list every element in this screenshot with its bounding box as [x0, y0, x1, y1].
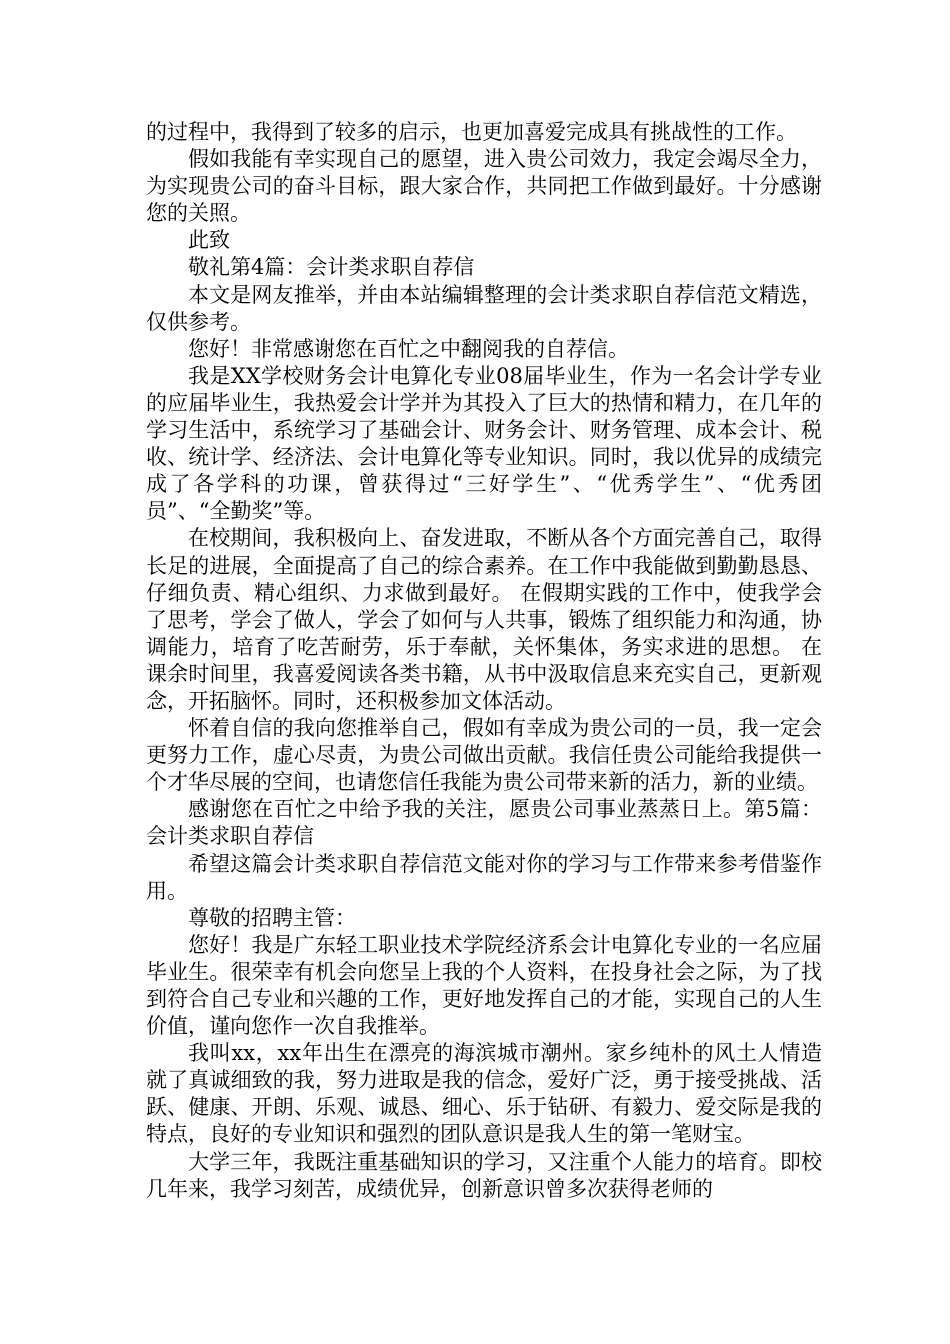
paragraph: 希望这篇会计类求职自荐信范文能对你的学习与工作带来参考借鉴作用。 — [146, 851, 822, 903]
greeting: 尊敬的招聘主管： — [188, 905, 356, 930]
paragraph: 本文是网友推举，并由本站编辑整理的会计类求职自荐信范文精选，仅供参考。 — [146, 282, 822, 334]
paragraph: 您好！我是广东轻工职业技术学院经济系会计电算化专业的一名应届毕业生。很荣幸有机会向您呈上我的个人资料，在投身社会之际，为了找到符合自己专业和兴趣的工作，更好地发挥自己的才能，实现自己的人生价值，谨向您作一次自我推举。 — [146, 932, 822, 1039]
paragraph: 大学三年，我既注重基础知识的学习，又注重个人能力的培育。即校几年来，我学习刻苦，成绩优异，创新意识曾多次获得老师的 — [146, 1149, 822, 1201]
closing-salutation: 此致 — [188, 228, 230, 253]
paragraph: 我是XX学校财务会计电算化专业08届毕业生，作为一名会计学专业的应届毕业生，我热爱会计学并为其投入了巨大的热情和精力，在几年的学习生活中，系统学习了基础会计、财务会计、财务管理、成本会计、税收、统计学、经济法、会计电算化等专业知识。同时，我以优异的成绩完成了各学科的功课，曾获得过“三好学生”、“优秀学生”、“优秀团员”、“全勤奖”等。 — [146, 363, 822, 524]
paragraph: 在校期间，我积极向上、奋发进取，不断从各个方面完善自己，取得长足的进展，全面提高了自己的综合素养。在工作中我能做到勤勤恳恳、仔细负责、精心组织、力求做到最好。 在假期实践的工作中，使我学会了思考，学会了做人，学会了如何与人共事，锻炼了组织能力和沟通，协调能力，培育了吃苦耐劳，乐于奉献，关怀集体，务实求进的思想。 在课余时间里，我喜爱阅读各类书籍，从书中汲取信息来充实自己，更新观念，开拓脑怀。同时，还积极参加文体活动。 — [146, 526, 822, 713]
paragraph: 您好！非常感谢您在百忙之中翻阅我的自荐信。 — [188, 336, 629, 361]
section-heading: 敬礼第4篇：会计类求职自荐信 — [188, 255, 475, 280]
paragraph: 的过程中，我得到了较多的启示，也更加喜爱完成具有挑战性的工作。 — [146, 120, 797, 144]
paragraph: 感谢您在百忙之中给予我的关注，愿贵公司事业蒸蒸日上。第5篇：会计类求职自荐信 — [146, 797, 822, 849]
paragraph: 怀着自信的我向您推举自己，假如有幸成为贵公司的一员，我一定会更努力工作，虚心尽责，为贵公司做出贡献。我信任贵公司能给我提供一个才华尽展的空间，也请您信任我能为贵公司带来新的活力，新的业绩。 — [146, 716, 822, 795]
paragraph: 假如我能有幸实现自己的愿望，进入贵公司效力，我定会竭尽全力，为实现贵公司的奋斗目标，跟大家合作，共同把工作做到最好。十分感谢您的关照。 — [146, 147, 822, 226]
document-page — [146, 119, 822, 1203]
paragraph: 我叫xx，xx年出生在漂亮的海滨城市潮州。家乡纯朴的风土人情造就了真诚细致的我，努力进取是我的信念，爱好广泛，勇于接受挑战、活跃、健康、开朗、乐观、诚恳、细心、乐于钻研、有毅力、爱交际是我的特点，良好的专业知识和强烈的团队意识是我人生的第一笔财宝。 — [146, 1041, 822, 1147]
